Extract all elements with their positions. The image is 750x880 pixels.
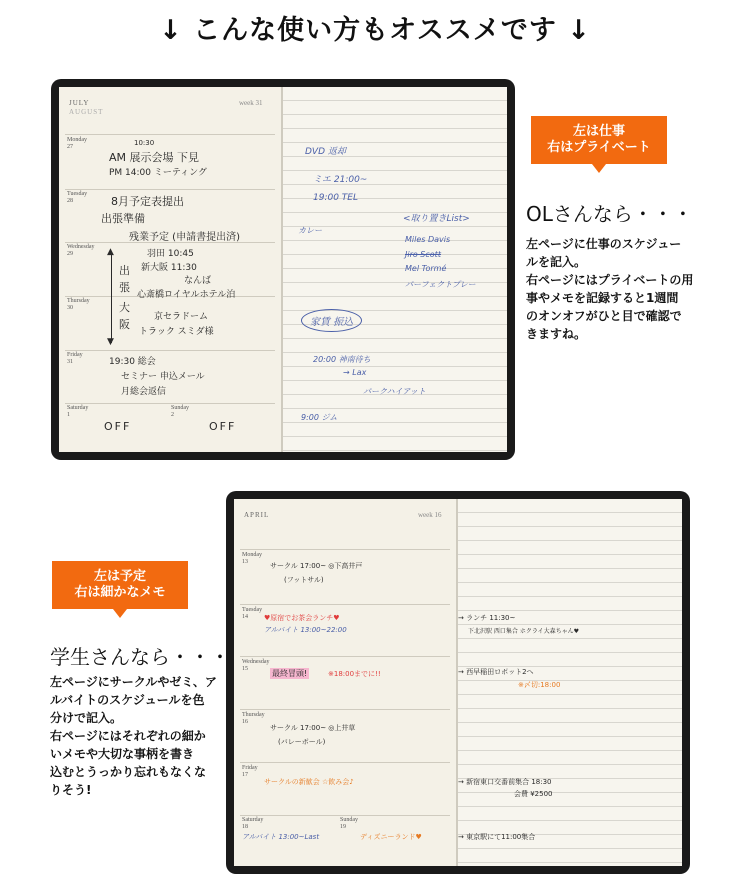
handwritten-note: 張	[119, 281, 130, 294]
handwritten-note: <取り置きList>	[403, 214, 470, 224]
handwritten-note: サークルの新歓会 ☆飲み会♪	[264, 778, 354, 786]
day-label: Saturday 18	[242, 817, 264, 830]
handwritten-note: (バレーボール)	[278, 738, 326, 746]
day-label: Thursday 30	[67, 298, 90, 311]
handwritten-note: ミエ 21:00~	[313, 175, 368, 185]
day-label: Saturday 1	[67, 405, 89, 418]
handwritten-note: → 西早稲田ロボット2へ	[458, 668, 534, 676]
handwritten-note: 残業予定 (申請書提出済)	[129, 232, 240, 243]
callout-badge-ol: 左は仕事 右はプライベート	[531, 116, 667, 164]
month-label: APRIL	[244, 511, 270, 519]
planner-left-page	[234, 499, 456, 866]
handwritten-note: パークハイアット	[363, 387, 426, 396]
handwritten-note: PM 14:00 ミーティング	[109, 168, 207, 178]
handwritten-note: (フットサル)	[284, 576, 324, 584]
day-label: Tuesday 28	[67, 191, 88, 204]
handwritten-note: ♥原宿でお茶会ランチ♥	[264, 614, 340, 622]
handwritten-note: アルバイト 13:00~22:00	[264, 626, 347, 634]
planner-left-page: JULY AUGUST Monday 27 Tuesday 28 Wednesday 29 Thursday 30 Friday 31 Saturday 1 Sunday 2 10:30 AM 展示会場 下見 PM 14:00 ミーティング 8月予定表提出 出張準備 残業予定 (申請書提出済) ▲ ▼ 出 張 大 阪 羽田 10:45 新大阪 11:30 なんば 心斎橋ロイヤルホテル泊 京セラドーム トラック スミダ様 19:30 総会 セミナー 申込メール 月総会返信 OFF OFF	[59, 87, 281, 452]
handwritten-note: Mel Tormé	[405, 264, 447, 273]
handwritten-note: 10:30	[134, 139, 155, 147]
day-label: Wednesday 15	[242, 659, 270, 672]
handwritten-note: 京セラドーム	[154, 312, 209, 322]
week-label: week 31	[239, 99, 263, 107]
day-label: Monday 27	[67, 137, 87, 150]
day-label: Sunday 19	[340, 817, 358, 830]
handwritten-note: AM 展示会場 下見	[109, 151, 200, 164]
planner-right-page	[239, 87, 507, 452]
day-label: Friday 31	[67, 352, 83, 365]
handwritten-note: 最終冒頭!	[272, 669, 308, 678]
handwritten-note: Miles Davis	[405, 235, 451, 244]
handwritten-note: DVD 返却	[305, 147, 346, 157]
day-label: Monday 13	[242, 552, 262, 565]
handwritten-note: 19:30 総会	[109, 357, 156, 367]
handwritten-note: 阪	[119, 318, 130, 331]
handwritten-note: 羽田 10:45	[147, 249, 194, 259]
handwritten-note: 下北沢駅 西口集合 ホクライ大森ちゃん♥	[468, 628, 580, 635]
handwritten-note: ※18:00までに!!	[328, 670, 381, 678]
handwritten-note: 9:00 ジム	[301, 413, 338, 422]
handwritten-note: → ランチ 11:30~	[458, 614, 516, 622]
day-label: Wednesday 29	[67, 244, 95, 257]
handwritten-note: → Lax	[343, 368, 367, 377]
handwritten-note: パーフェクトプレー	[405, 280, 476, 289]
handwritten-note: OFF	[209, 420, 237, 433]
week-label: week 16	[418, 511, 442, 519]
handwritten-note: サークル 17:00~ ◎上井草	[270, 724, 356, 732]
handwritten-note: なんば	[184, 276, 212, 286]
month-label-2: AUGUST	[69, 108, 104, 116]
handwritten-note: → 東京駅にて11:00集合	[458, 833, 536, 841]
handwritten-note: トラック スミダ様	[139, 327, 214, 337]
day-label: Friday 17	[242, 765, 258, 778]
handwritten-note: Jiro Scott	[405, 250, 441, 259]
handwritten-note: ディズニーランド♥	[360, 833, 422, 841]
section-subheading: OLさんなら・・・	[526, 202, 693, 226]
section-description: 左ページにサークルやゼミ、ア ルバイトのスケジュールを色 分けで記入。 右ページにはそれぞれの細か いメモや大切な事柄を書き 込むとうっかり忘れもなくな りそう!	[50, 675, 217, 797]
handwritten-note: 心斎橋ロイヤルホテル泊	[137, 290, 236, 300]
day-label: Tuesday 14	[242, 607, 263, 620]
planner-right-page	[418, 499, 682, 866]
handwritten-note: 出張準備	[101, 212, 145, 225]
handwritten-note: サークル 17:00~ ◎下高井戸	[270, 562, 363, 570]
handwritten-note: セミナー 申込メール	[121, 372, 205, 382]
handwritten-note: カレー	[298, 226, 322, 235]
day-label: Thursday 16	[242, 712, 265, 725]
handwritten-note: ※〆切:18:00	[518, 681, 561, 689]
page-heading: ↓ こんな使い方もオススメです ↓	[159, 15, 591, 46]
handwritten-note: 会費 ¥2500	[514, 790, 553, 798]
section-description: 左ページに仕事のスケジュー ルを記入。 右ページにはプライベートの用 事やメモを記録すると1週間 のオンオフがひと目で確認で きますね。	[526, 237, 694, 341]
callout-badge-student: 左は予定 右は細かなメモ	[52, 561, 188, 609]
handwritten-note: OFF	[104, 420, 132, 433]
handwritten-note: 8月予定表提出	[111, 195, 184, 208]
handwritten-note: → 新宿東口交番前集合 18:30	[458, 778, 552, 786]
day-label: Sunday 2	[171, 405, 189, 418]
handwritten-note: アルバイト 13:00~Last	[242, 833, 320, 841]
handwritten-note: 20:00 神南待ち	[313, 355, 371, 364]
section-subheading: 学生さんなら・・・	[50, 645, 230, 669]
handwritten-note: 19:00 TEL	[313, 193, 358, 203]
month-label: JULY	[69, 99, 90, 107]
handwritten-note: 大	[119, 301, 130, 314]
planner-photo-student	[226, 491, 690, 874]
handwritten-note: 出	[119, 264, 130, 277]
planner-photo-ol	[51, 79, 515, 460]
handwritten-note: 月総会返信	[121, 387, 167, 397]
handwritten-note: 新大阪 11:30	[141, 263, 197, 273]
handwritten-note: 家賃 振込	[301, 309, 362, 332]
